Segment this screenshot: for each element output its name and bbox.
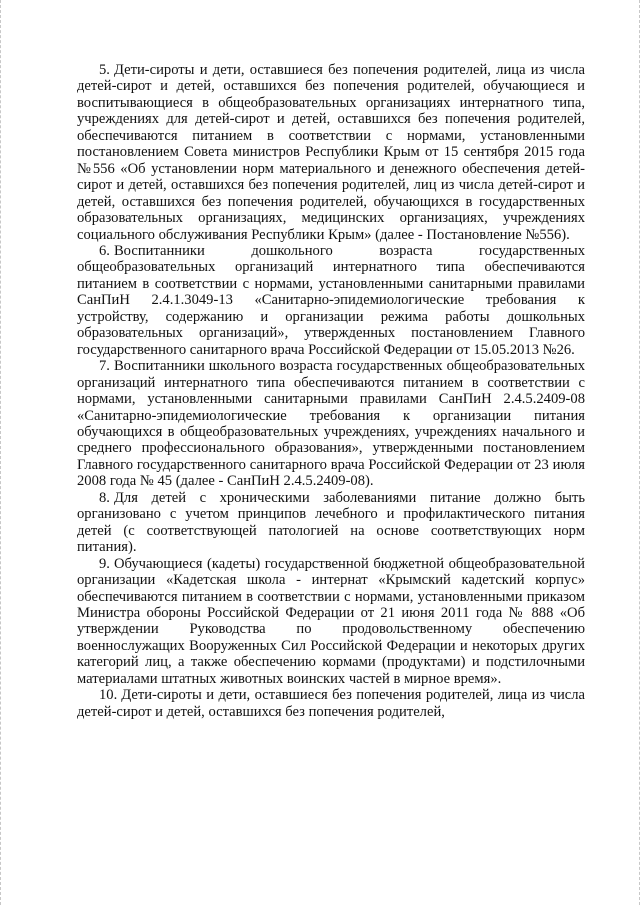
- paragraph-number: 6.: [99, 242, 110, 259]
- paragraph-5: [77, 62, 585, 243]
- paragraph-text: Воспитанники дошкольного возраста государственных общеобразовательных организаций интернатного типа обеспечиваются питанием в соответствии с нормами, установленными санитарными правилами СанПиН 2.4.1.3049-13 «Санитарно-эпидемиологические требования к устройству, содержанию и организации режима работы дошкольных образовательных организаций», утвержденных постановлением Главного государственного санитарного врача Российской Федерации от 15.05.2013 №26.: [77, 242, 585, 358]
- paragraph-7: [77, 358, 585, 490]
- paragraph-6: [77, 243, 585, 358]
- paragraph-text: Для детей с хроническими заболеваниями питание должно быть организовано с учетом принципов лечебного и профилактического питания детей (с соответствующей патологией на основе соответствующих норм питания).: [77, 489, 585, 556]
- paragraph-text: Обучающиеся (кадеты) государственной бюджетной общеобразовательной организации «Кадетская школа - интернат «Крымский кадетский корпус» обеспечиваются питанием в соответствии с нормами, установленными приказом Министра обороны Российской Федерации от 21 июня 2011 года № 888 «Об утверждении Руководства по продовольственному обеспечению военнослужащих Вооруженных Сил Российской Федерации и некоторых других категорий лиц, а также обеспечению кормами (продуктами) и подстилочными материалами штатных животных воинских частей в мирное время».: [77, 555, 585, 687]
- paragraph-number: 8.: [99, 489, 110, 506]
- paragraph-number: 10.: [99, 687, 118, 704]
- paragraph-text: Дети-сироты и дети, оставшиеся без попечения родителей, лица из числа детей-сирот и детей, оставшихся без попечения родителей, обучающиеся и воспитывающиеся в общеобразовательных организациях интернатного типа, учреждениях для детей-сирот и детей, оставшихся без попечения родителей, обеспечиваются питанием в соответствии с нормами, установленными постановлением Совета министров Республики Крым от 15 сентября 2015 года №556 «Об установлении норм материального и денежного обеспечения детей-сирот и детей, оставшихся без попечения родителей, лиц из числа детей-сирот и детей, оставшихся без попечения родителей, обучающихся в государственных образовательных организациях, медицинских организациях, учреждениях социального обслуживания Республики Крым» (далее - Постановление №556).: [77, 62, 585, 243]
- paragraph-number: 5.: [99, 62, 110, 78]
- paragraph-number: 9.: [99, 555, 110, 572]
- document-body: [77, 62, 585, 720]
- paragraph-9: [77, 556, 585, 688]
- paragraph-number: 7.: [99, 358, 110, 375]
- paragraph-10: [77, 687, 585, 720]
- paragraph-8: [77, 490, 585, 556]
- paragraph-text: Воспитанники школьного возраста государственных общеобразовательных организаций интернатного типа обеспечиваются питанием в соответствии с нормами, установленными санитарными правилами СанПиН 2.4.5.2409-08 «Санитарно-эпидемиологические требования к организации питания обучающихся в общеобразовательных учреждениях, учреждениях начального и среднего профессионального образования», утвержденными постановлением Главного государственного санитарного врача Российской Федерации от 23 июля 2008 года № 45 (далее - СанПиН 2.4.5.2409-08).: [77, 358, 585, 490]
- paragraph-text: Дети-сироты и дети, оставшиеся без попечения родителей, лица из числа детей-сирот и детей, оставшихся без попечения родителей,: [77, 687, 585, 720]
